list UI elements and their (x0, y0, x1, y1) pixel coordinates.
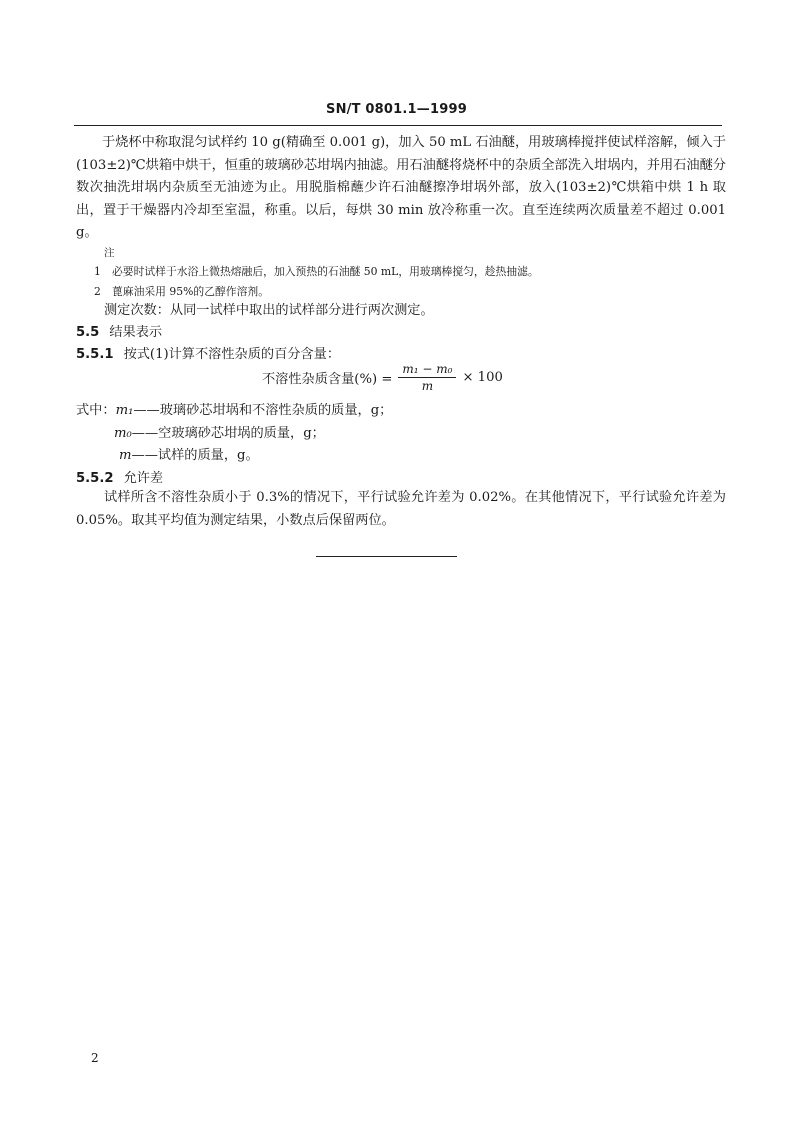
section-number: 5.5.2 (76, 471, 114, 486)
tolerance-paragraph: 试样所含不溶性杂质小于 0.3%的情况下，平行试验允许差为 0.02%。在其他情况下，平行试验允许差为 0.05%。取其平均值为测定结果，小数点后保留两位。 (76, 490, 726, 528)
formula-fraction (398, 362, 456, 393)
note-text: 必要时试样于水浴上微热熔融后，加入预热的石油醚 50 mL，用玻璃棒搅匀，趁热抽滤。 (112, 265, 539, 278)
section-title: 允许差 (123, 471, 164, 486)
note-number: 2 (94, 285, 101, 298)
note-item (94, 282, 714, 302)
section-number: 5.5.1 (76, 347, 114, 362)
symbol: m (119, 448, 132, 463)
where-label: 式中： (76, 403, 116, 418)
formula-denominator: m (421, 379, 434, 393)
formula (262, 362, 503, 393)
note-text: 蓖麻油采用 95%的乙醇作溶剂。 (112, 285, 269, 298)
definition-text: ——玻璃砂芯坩埚和不溶性杂质的质量，g； (133, 403, 393, 418)
definition-text: ——空玻璃砂芯坩埚的质量，g； (131, 426, 325, 441)
procedure-paragraph: 于烧杯中称取混匀试样约 10 g(精确至 0.001 g)，加入 50 mL 石油醚，用玻璃棒搅拌使试样溶解，倾入于(103±2)℃烘箱中烘干，恒重的玻璃砂芯坩埚内抽滤。用石油醚将烧杯中的杂质全部洗入坩埚内，并用石油醚分数次抽洗坩埚内杂质至无油迹为止。用脱脂棉蘸少许石油醚擦净坩埚外部，放入(103±2)℃烘箱中烘 1 h 取出，置于干燥器内冷却至室温，称重。以后，每烘 30 min 放冷称重一次。直至连续两次质量差不超过 0.001 g。 (76, 135, 726, 240)
formula-rhs: × 100 (462, 370, 503, 385)
subsection-text: 按式(1)计算不溶性杂质的百分含量： (123, 347, 341, 362)
standard-id-header: SN/T 0801.1—1999 (326, 102, 467, 117)
header-rule (74, 125, 722, 126)
formula-numerator: m₁ − m₀ (398, 362, 456, 378)
definition-line (76, 400, 392, 422)
definition-text: ——试样的质量，g。 (131, 448, 259, 463)
page-number: 2 (91, 1051, 99, 1065)
section-title: 结果表示 (109, 325, 163, 340)
end-rule (316, 556, 457, 557)
section-heading (76, 322, 162, 344)
test-count-text: 测定次数：从同一试样中取出的试样部分进行两次测定。 (104, 303, 434, 318)
definition-line (119, 445, 259, 467)
formula-lhs: 不溶性杂质含量(%) = (262, 372, 393, 387)
definition-line (114, 423, 325, 445)
note-item (94, 262, 714, 282)
section-number: 5.5 (76, 325, 100, 340)
notes-label: 注 (104, 247, 115, 259)
symbol: m₀ (114, 426, 132, 441)
symbol: m₁ (115, 403, 134, 418)
note-number: 1 (94, 265, 101, 278)
